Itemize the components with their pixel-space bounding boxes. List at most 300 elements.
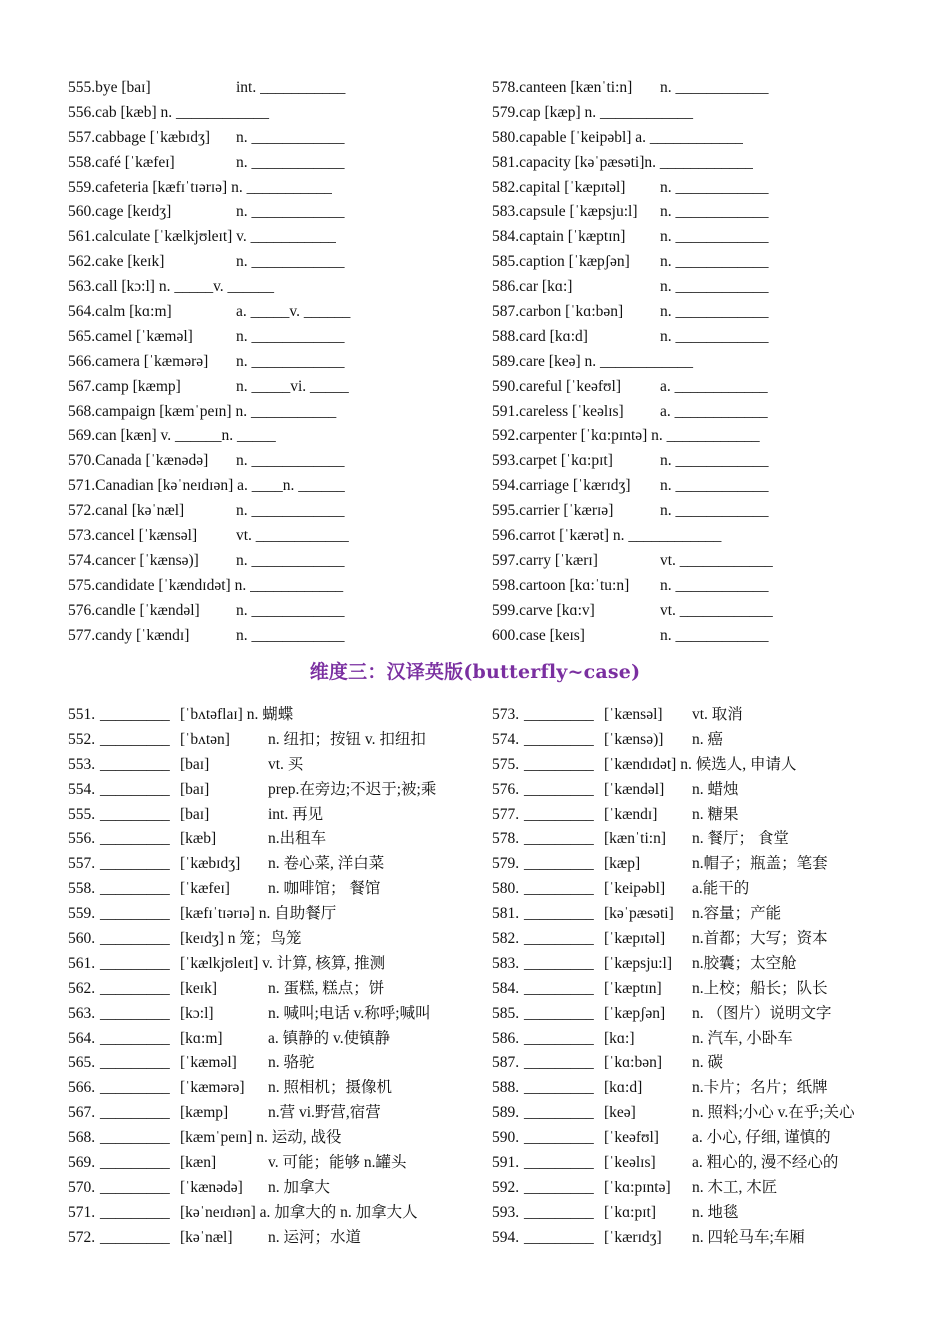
answer-blank: _________ [524, 1104, 594, 1122]
vocab-row [492, 1027, 888, 1052]
item-number: 578. [492, 830, 520, 848]
vocab-row [492, 176, 888, 201]
vocab-row [68, 424, 492, 449]
meaning: v. 可能；能够 n.罐头 [268, 1154, 407, 1172]
phonetic: [keɪdʒ] n 笼；鸟笼 [180, 930, 302, 948]
vocab-word: 584.captain [ˈkæptɪn] [492, 228, 626, 246]
vocab-row [68, 76, 492, 101]
meaning: n. 癌 [692, 730, 724, 748]
vocab-row [492, 728, 888, 753]
answer-blank: _________ [524, 1079, 594, 1097]
answer-blank: _________ [524, 954, 594, 972]
meaning: n. （图片）说明文字 [692, 1004, 832, 1022]
phonetic: [ˈkæmərə] [180, 1079, 245, 1097]
vocab-row [68, 624, 492, 649]
answer-blank: _________ [100, 1154, 170, 1172]
item-number: 572. [68, 1228, 96, 1246]
vocab-row [492, 977, 888, 1002]
phonetic: [kəˈneɪdɪən] a. 加拿大的 n. 加拿大人 [180, 1203, 418, 1221]
vocab-row [68, 400, 492, 425]
meaning: n. 糖果 [692, 805, 739, 823]
vocab-row [492, 927, 888, 952]
vocab-word: 598.cartoon [kɑ:ˈtu:n] [492, 576, 630, 594]
answer-blank: vt. ____________ [660, 601, 773, 619]
vocab-word: 596.carrot [ˈkærət] n. ____________ [492, 527, 722, 545]
vocab-word: 582.capital [ˈkæpɪtəl] [492, 178, 626, 196]
vocab-word: 593.carpet [ˈkɑ:pɪt] [492, 452, 613, 470]
phonetic: [baɪ] [180, 755, 210, 773]
vocab-row [68, 1126, 492, 1151]
phonetic: [ˈkænsə)] [604, 730, 664, 748]
answer-blank: n. ____________ [660, 278, 769, 296]
vocab-row [68, 101, 492, 126]
vocab-row [68, 524, 492, 549]
vocab-row [68, 902, 492, 927]
phonetic: [ˈkænədə] [180, 1178, 243, 1196]
meaning: n.营 vi.野营,宿营 [268, 1104, 381, 1122]
vocab-word: 555.bye [baɪ] [68, 79, 151, 96]
answer-blank: _________ [524, 706, 594, 723]
answer-blank: vt. ____________ [660, 551, 773, 569]
meaning: n. 碳 [692, 1054, 724, 1072]
vocab-word: 563.call [kɔ:l] n. _____v. ______ [68, 278, 275, 296]
section-column-right [492, 76, 888, 648]
item-number: 553. [68, 755, 96, 773]
item-number: 591. [492, 1154, 520, 1172]
meaning: vt. 取消 [692, 706, 743, 723]
vocab-row [68, 574, 492, 599]
vocab-row [68, 176, 492, 201]
vocab-word: 579.cap [kæp] n. ____________ [492, 103, 694, 121]
vocab-row [492, 624, 888, 649]
vocab-word: 583.capsule [ˈkæpsju:l] [492, 203, 638, 221]
vocab-word: 558.café [ˈkæfeɪ] [68, 153, 175, 171]
vocab-row [68, 325, 492, 350]
item-number: 587. [492, 1054, 520, 1072]
phonetic: [kæn] [180, 1154, 217, 1172]
answer-blank: _________ [100, 1029, 170, 1047]
answer-blank: _________ [524, 1178, 594, 1196]
phonetic: [ˈbʌtən] [180, 730, 230, 748]
answer-blank: n. ____________ [236, 153, 345, 171]
item-number: 557. [68, 855, 96, 873]
vocab-row [492, 1101, 888, 1126]
meaning: n. 纽扣；按钮 v. 扣纽扣 [268, 730, 426, 748]
phonetic: [ˈkæbɪdʒ] [180, 855, 241, 873]
answer-blank: n. ____________ [236, 128, 345, 146]
item-number: 575. [492, 755, 520, 773]
phonetic: [kɔ:l] [180, 1004, 214, 1022]
vocab-row [492, 1051, 888, 1076]
answer-blank: _________ [100, 880, 170, 898]
answer-blank: n. ____________ [660, 253, 769, 271]
phonetic: [ˈkærɪdʒ] [604, 1228, 662, 1246]
vocab-word: 573.cancel [ˈkænsəl] [68, 527, 198, 545]
answer-blank: _________ [100, 855, 170, 873]
meaning: n. 四轮马车;车厢 [692, 1228, 805, 1246]
answer-blank: n. ____________ [236, 352, 345, 370]
answer-blank: n. _____vi. _____ [236, 377, 349, 395]
vocab-row [492, 549, 888, 574]
meaning: n. 喊叫;电话 v.称呼;喊叫 [268, 1004, 431, 1022]
vocab-row [492, 1076, 888, 1101]
item-number: 562. [68, 979, 96, 997]
vocab-word: 599.carve [kɑ:v] [492, 601, 595, 619]
vocab-row [492, 852, 888, 877]
answer-blank: _________ [100, 830, 170, 848]
vocab-row [492, 126, 888, 151]
answer-blank: n. ____________ [236, 601, 345, 619]
answer-blank: _________ [524, 1004, 594, 1022]
answer-blank: _________ [100, 706, 170, 723]
phonetic: [ˈkæməl] [180, 1054, 237, 1072]
meaning: n. 照料;小心 v.在乎;关心 [692, 1104, 855, 1122]
answer-blank: _________ [524, 780, 594, 798]
phonetic: [kæmp] [180, 1104, 229, 1122]
vocab-word: 581.capacity [kəˈpæsəti]n. ____________ [492, 153, 753, 171]
item-number: 576. [492, 780, 520, 798]
vocab-row [68, 1101, 492, 1126]
answer-blank: n. ____________ [236, 452, 345, 470]
vocab-word: 567.camp [kæmp] [68, 377, 181, 395]
vocab-row [68, 1076, 492, 1101]
vocab-row [68, 126, 492, 151]
vocab-row [68, 827, 492, 852]
answer-blank: n. ____________ [236, 551, 345, 569]
vocab-row [492, 499, 888, 524]
answer-blank: _________ [524, 1228, 594, 1246]
answer-blank: _________ [524, 1203, 594, 1221]
phonetic: [ˈkændɪdət] n. 候选人, 申请人 [604, 755, 797, 773]
vocab-word: 570.Canada [ˈkænədə] [68, 452, 209, 470]
phonetic: [kəˈnæl] [180, 1228, 233, 1246]
answer-blank: n. ____________ [660, 452, 769, 470]
vocab-word: 597.carry [ˈkærɪ] [492, 551, 598, 569]
answer-blank: _________ [100, 1203, 170, 1221]
answer-blank: n. ____________ [660, 178, 769, 196]
phonetic: [kəˈpæsəti] [604, 905, 674, 923]
vocab-row [492, 803, 888, 828]
vocab-row [68, 449, 492, 474]
vocab-row [68, 474, 492, 499]
vocab-row [68, 1201, 492, 1226]
item-number: 585. [492, 1004, 520, 1022]
phonetic: [ˈkæpʃən] [604, 1004, 666, 1022]
vocab-row [68, 1002, 492, 1027]
meaning: n.卡片；名片；纸牌 [692, 1079, 828, 1097]
vocab-word: 587.carbon [ˈkɑ:bən] [492, 303, 624, 321]
phonetic: [ˈkæpsju:l] [604, 954, 673, 972]
meaning: n. 咖啡馆； 餐馆 [268, 880, 381, 898]
meaning: n. 蜡烛 [692, 780, 739, 798]
section-title: 维度三：汉译英版(butterfly~case) [309, 661, 641, 683]
item-number: 582. [492, 930, 520, 948]
answer-blank: _________ [524, 905, 594, 923]
item-number: 556. [68, 830, 96, 848]
answer-blank: n. ____________ [236, 626, 345, 644]
item-number: 594. [492, 1228, 520, 1246]
vocab-row [492, 827, 888, 852]
meaning: n. 地毯 [692, 1203, 739, 1221]
answer-blank: _________ [100, 780, 170, 798]
answer-blank: _________ [100, 805, 170, 823]
item-number: 554. [68, 780, 96, 798]
phonetic: [kæmˈpeɪn] n. 运动, 战役 [180, 1129, 342, 1147]
section-column-right [492, 703, 888, 1251]
answer-blank: _________ [524, 805, 594, 823]
vocab-row [492, 703, 888, 728]
vocab-row [492, 300, 888, 325]
answer-blank: int. ___________ [236, 79, 346, 96]
answer-blank: _________ [524, 880, 594, 898]
item-number: 563. [68, 1004, 96, 1022]
vocab-word: 566.camera [ˈkæmərə] [68, 352, 209, 370]
vocab-row [68, 952, 492, 977]
meaning: vt. 买 [268, 755, 304, 773]
meaning: n. 卷心菜, 洋白菜 [268, 855, 385, 873]
vocab-row [492, 524, 888, 549]
meaning: n. 餐厅； 食堂 [692, 830, 789, 848]
meaning: n. 运河；水道 [268, 1228, 362, 1246]
item-number: 574. [492, 730, 520, 748]
vocab-word: 589.care [keə] n. ____________ [492, 352, 694, 370]
phonetic: [keɪk] [180, 979, 218, 997]
vocab-row [68, 1027, 492, 1052]
answer-blank: _________ [100, 1079, 170, 1097]
item-number: 552. [68, 730, 96, 748]
vocab-row [492, 449, 888, 474]
vocab-word: 592.carpenter [ˈkɑ:pɪntə] n. ____________ [492, 427, 760, 445]
meaning: n. 木工, 木匠 [692, 1178, 778, 1196]
answer-blank: _________ [100, 954, 170, 972]
item-number: 555. [68, 805, 96, 823]
vocab-row [68, 1051, 492, 1076]
item-number: 551. [68, 706, 96, 723]
vocab-row [68, 225, 492, 250]
vocab-row [68, 275, 492, 300]
answer-blank: _________ [100, 755, 170, 773]
meaning: n. 蛋糕, 糕点；饼 [268, 979, 385, 997]
phonetic: [kɑ:m] [180, 1029, 223, 1047]
vocab-word: 594.carriage [ˈkærɪdʒ] [492, 477, 631, 495]
vocab-row [492, 400, 888, 425]
phonetic: [ˈkæptɪn] [604, 979, 662, 997]
answer-blank: n. ____________ [660, 477, 769, 495]
vocab-row [492, 76, 888, 101]
vocab-word: 562.cake [keɪk] [68, 253, 165, 271]
vocab-row [492, 1002, 888, 1027]
answer-blank: n. ____________ [660, 303, 769, 321]
vocab-row [68, 852, 492, 877]
vocab-row [68, 1151, 492, 1176]
vocab-word: 575.candidate [ˈkændɪdət] n. ____________ [68, 576, 344, 594]
vocab-word: 561.calculate [ˈkælkjʊleɪt] v. ___________ [68, 228, 336, 246]
vocab-row [68, 977, 492, 1002]
vocab-row [492, 200, 888, 225]
vocab-word: 571.Canadian [kəˈneɪdɪən] a. ____n. ______ [68, 477, 345, 495]
vocab-row [492, 952, 888, 977]
chinese-to-english-section [68, 703, 888, 1251]
answer-blank: _________ [100, 905, 170, 923]
vocab-word: 574.cancer [ˈkænsə)] [68, 551, 199, 569]
vocab-row [68, 599, 492, 624]
meaning: int. 再见 [268, 805, 324, 823]
answer-blank: _________ [100, 979, 170, 997]
vocab-word: 569.can [kæn] v. ______n. _____ [68, 427, 276, 445]
vocab-row [492, 250, 888, 275]
vocab-word: 588.card [kɑ:d] [492, 327, 588, 345]
vocab-row [68, 703, 492, 728]
vocab-word: 585.caption [ˈkæpʃən] [492, 253, 630, 271]
vocab-row [68, 877, 492, 902]
meaning: a. 粗心的, 漫不经心的 [692, 1154, 839, 1172]
answer-blank: n. ____________ [236, 502, 345, 520]
answer-blank: _________ [524, 830, 594, 848]
vocab-row [492, 474, 888, 499]
meaning: n.容量；产能 [692, 905, 782, 923]
answer-blank: _________ [100, 1004, 170, 1022]
vocab-word: 595.carrier [ˈkærɪə] [492, 502, 614, 520]
vocab-word: 572.canal [kəˈnæl] [68, 502, 185, 520]
answer-blank: n. ____________ [660, 228, 769, 246]
answer-blank: n. ____________ [236, 253, 345, 271]
vocab-row [492, 1226, 888, 1251]
answer-blank: n. ____________ [236, 327, 345, 345]
answer-blank: n. ____________ [236, 203, 345, 221]
answer-blank: n. ____________ [660, 327, 769, 345]
vocab-row [492, 1126, 888, 1151]
phonetic: [kæp] [604, 855, 641, 873]
phonetic: [ˈkeəfʊl] [604, 1129, 659, 1147]
phonetic: [ˈkɑ:pɪt] [604, 1203, 657, 1221]
phonetic: [kɑ:d] [604, 1079, 643, 1097]
vocab-row [492, 574, 888, 599]
phonetic: [ˈkæfeɪ] [180, 880, 230, 898]
vocab-word: 591.careless [ˈkeəlɪs] [492, 402, 624, 420]
vocab-row [68, 350, 492, 375]
phonetic: [baɪ] [180, 805, 210, 823]
answer-blank: _________ [524, 1129, 594, 1147]
answer-blank: _________ [100, 730, 170, 748]
vocab-word: 576.candle [ˈkændəl] [68, 601, 200, 619]
vocab-row [68, 250, 492, 275]
vocab-word: 565.camel [ˈkæməl] [68, 327, 193, 345]
phonetic: [kænˈti:n] [604, 830, 666, 848]
vocab-row [68, 927, 492, 952]
vocab-row [68, 200, 492, 225]
item-number: 570. [68, 1178, 96, 1196]
answer-blank: _________ [100, 1129, 170, 1147]
item-number: 592. [492, 1178, 520, 1196]
vocab-row [68, 549, 492, 574]
answer-blank: _________ [524, 930, 594, 948]
item-number: 583. [492, 954, 520, 972]
vocab-row [68, 778, 492, 803]
item-number: 589. [492, 1104, 520, 1122]
english-to-chinese-section [68, 76, 888, 648]
vocab-row [492, 1201, 888, 1226]
item-number: 586. [492, 1029, 520, 1047]
item-number: 593. [492, 1203, 520, 1221]
answer-blank: _________ [524, 979, 594, 997]
vocab-word: 568.campaign [kæmˈpeɪn] n. ___________ [68, 402, 337, 420]
meaning: n.出租车 [268, 830, 327, 848]
item-number: 580. [492, 880, 520, 898]
vocab-word: 557.cabbage [ˈkæbɪdʒ] [68, 128, 211, 146]
phonetic: [ˈkeəlɪs] [604, 1154, 656, 1172]
vocab-row [68, 375, 492, 400]
vocab-row [68, 753, 492, 778]
vocab-row [492, 778, 888, 803]
item-number: 559. [68, 905, 96, 923]
vocab-row [68, 499, 492, 524]
vocab-word: 600.case [keɪs] [492, 626, 585, 644]
answer-blank: n. ____________ [660, 626, 769, 644]
answer-blank: _________ [100, 1054, 170, 1072]
item-number: 561. [68, 954, 96, 972]
item-number: 565. [68, 1054, 96, 1072]
item-number: 564. [68, 1029, 96, 1047]
meaning: n.帽子；瓶盖；笔套 [692, 855, 828, 873]
answer-blank: _________ [524, 1054, 594, 1072]
meaning: n. 汽车, 小卧车 [692, 1029, 793, 1047]
answer-blank: n. ____________ [660, 576, 769, 594]
item-number: 566. [68, 1079, 96, 1097]
meaning: n.上校；船长；队长 [692, 979, 828, 997]
vocab-row [492, 350, 888, 375]
vocab-row [492, 1151, 888, 1176]
phonetic: [ˈkæpɪtəl] [604, 930, 666, 948]
item-number: 571. [68, 1203, 96, 1221]
vocab-word: 564.calm [kɑ:m] [68, 303, 172, 321]
answer-blank: _________ [100, 1178, 170, 1196]
vocab-row [492, 753, 888, 778]
meaning: prep.在旁边;不迟于;被;乘 [268, 780, 437, 798]
section-column-left [68, 703, 492, 1251]
answer-blank: vt. ____________ [236, 527, 349, 545]
phonetic: [ˈkælkjʊleɪt] v. 计算, 核算, 推测 [180, 954, 386, 972]
answer-blank: _________ [524, 855, 594, 873]
vocab-word: 586.car [kɑ:] [492, 278, 573, 296]
meaning: a. 小心, 仔细, 谨慎的 [692, 1129, 831, 1147]
item-number: 573. [492, 706, 520, 723]
phonetic: [ˈkɑ:bən] [604, 1054, 663, 1072]
item-number: 590. [492, 1129, 520, 1147]
phonetic: [ˈkeipəbl] [604, 880, 666, 898]
vocab-row [492, 151, 888, 176]
item-number: 581. [492, 905, 520, 923]
phonetic: [kæfɪˈtɪərɪə] n. 自助餐厅 [180, 905, 337, 923]
answer-blank: a. ____________ [660, 402, 768, 420]
vocab-row [492, 1176, 888, 1201]
phonetic: [ˈkɑ:pɪntə] [604, 1178, 671, 1196]
meaning: n.首都；大写；资本 [692, 930, 828, 948]
vocab-row [492, 275, 888, 300]
vocab-word: 577.candy [ˈkændɪ] [68, 626, 190, 644]
vocab-row [492, 101, 888, 126]
phonetic: [keə] [604, 1104, 636, 1122]
vocab-row [68, 1176, 492, 1201]
vocab-row [492, 375, 888, 400]
vocab-row [68, 728, 492, 753]
item-number: 569. [68, 1154, 96, 1172]
meaning: n. 照相机；摄像机 [268, 1079, 393, 1097]
vocab-word: 590.careful [ˈkeəfʊl] [492, 377, 621, 395]
answer-blank: n. ____________ [660, 203, 769, 221]
meaning: n. 骆驼 [268, 1054, 315, 1072]
answer-blank: _________ [524, 755, 594, 773]
meaning: a.能干的 [692, 880, 750, 898]
